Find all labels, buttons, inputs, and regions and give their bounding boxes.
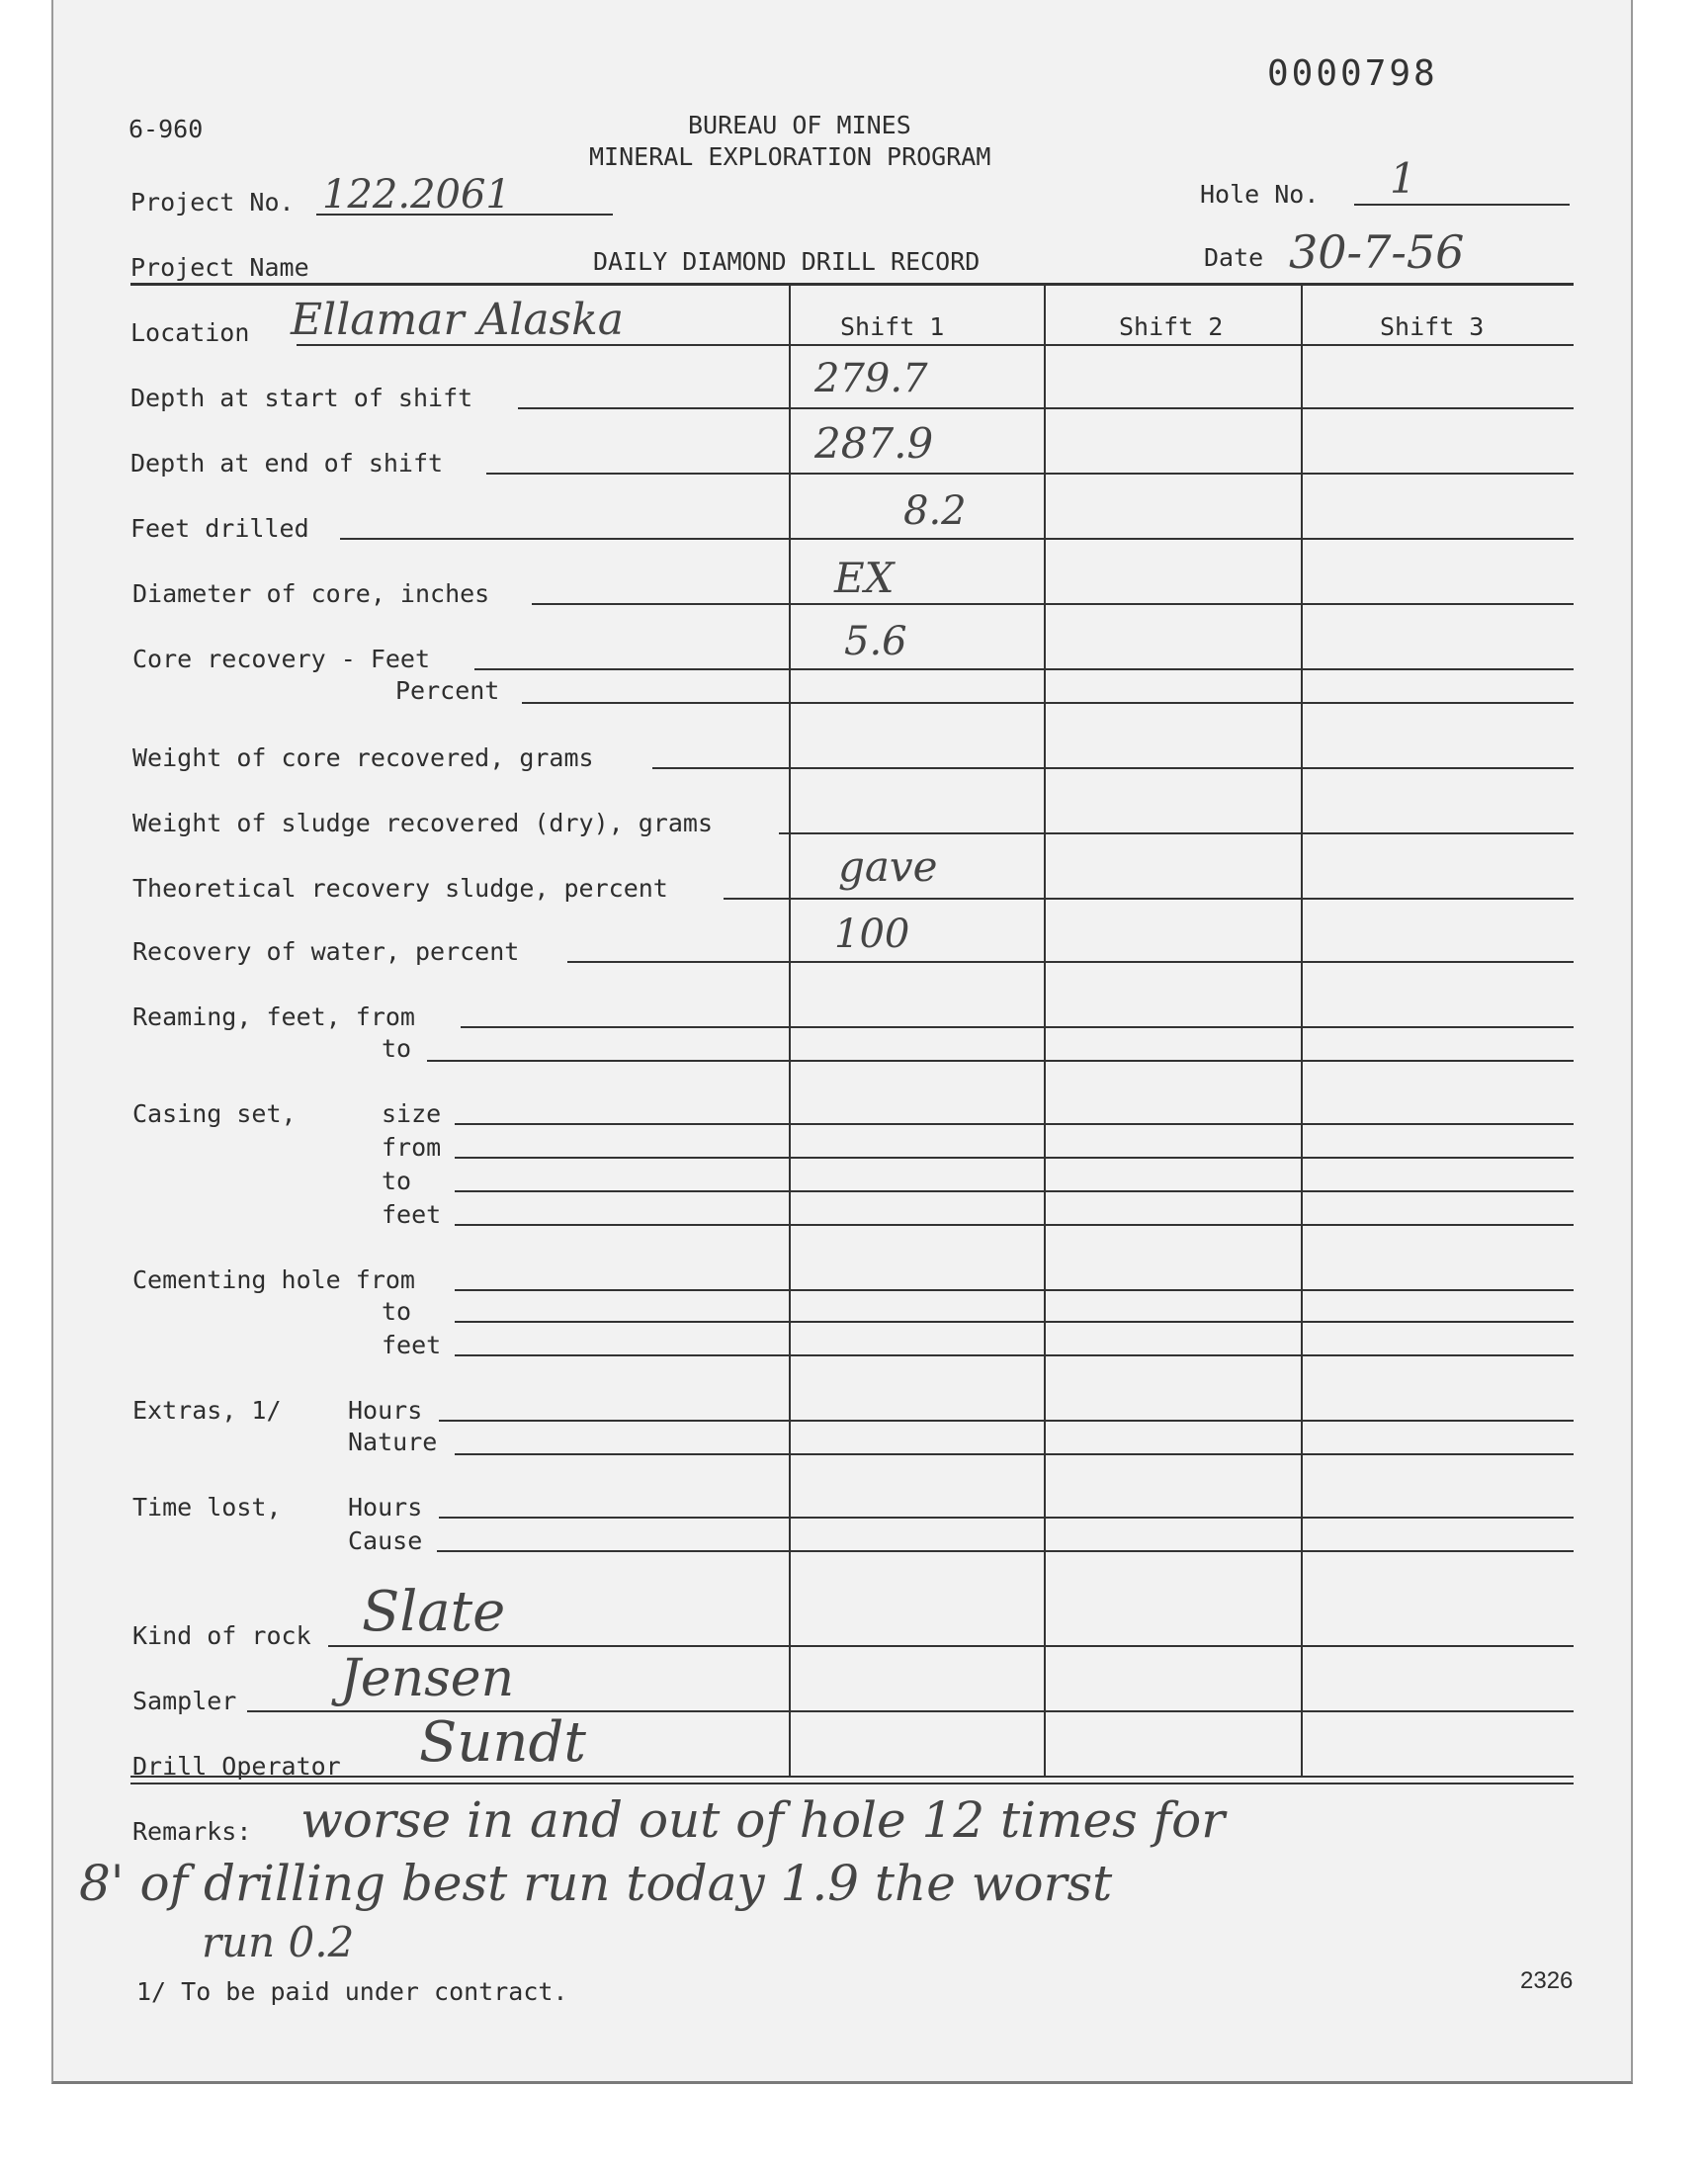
water-row-line bbox=[789, 961, 1574, 963]
kind-of-rock-value: Slate bbox=[362, 1580, 506, 1644]
cementing-feet-label: feet bbox=[382, 1331, 442, 1359]
cementing-feet-leader bbox=[455, 1354, 789, 1356]
casing-size-row-line bbox=[789, 1123, 1574, 1125]
sampler-label: Sampler bbox=[132, 1687, 237, 1715]
extras-hours-label: Hours bbox=[348, 1396, 423, 1425]
weight-sludge-row-line bbox=[789, 832, 1574, 834]
time-lost-cause-leader bbox=[437, 1550, 789, 1552]
depth-start-row-line bbox=[789, 407, 1574, 409]
date-label: Date bbox=[1204, 243, 1264, 272]
diameter-label: Diameter of core, inches bbox=[132, 579, 490, 608]
agency-title: BUREAU OF MINES bbox=[688, 111, 911, 139]
time-lost-label: Time lost, bbox=[132, 1493, 282, 1522]
reaming-from-leader bbox=[461, 1026, 789, 1028]
casing-feet-label: feet bbox=[382, 1200, 442, 1229]
casing-to-label: to bbox=[382, 1167, 412, 1195]
water-leader bbox=[567, 961, 789, 963]
remarks-line-1: worse in and out of hole 12 times for bbox=[300, 1791, 1226, 1849]
depth-start-leader bbox=[518, 407, 789, 409]
project-no-value: 122.2061 bbox=[322, 172, 511, 218]
extras-nature-row-line bbox=[789, 1453, 1574, 1455]
reaming-to-leader bbox=[427, 1060, 789, 1062]
casing-to-row-line bbox=[789, 1190, 1574, 1192]
depth-start-shift1: 279.7 bbox=[814, 356, 928, 401]
depth-end-label: Depth at end of shift bbox=[130, 449, 444, 478]
extras-hours-row-line bbox=[789, 1420, 1574, 1422]
casing-feet-row-line bbox=[789, 1224, 1574, 1226]
depth-end-shift1: 287.9 bbox=[814, 419, 934, 468]
weight-core-label: Weight of core recovered, grams bbox=[132, 743, 594, 772]
page-code: 2326 bbox=[1520, 1967, 1574, 1994]
extras-hours-leader bbox=[439, 1420, 789, 1422]
depth-end-row-line bbox=[789, 473, 1574, 475]
reaming-to-label: to bbox=[382, 1034, 412, 1063]
cementing-to-label: to bbox=[382, 1297, 412, 1326]
diameter-shift1: EX bbox=[834, 554, 895, 602]
kind-of-rock-row-line bbox=[789, 1645, 1574, 1647]
core-recovery-label: Core recovery - Feet bbox=[132, 645, 431, 673]
time-lost-hours-label: Hours bbox=[348, 1493, 423, 1522]
theoretical-label: Theoretical recovery sludge, percent bbox=[132, 874, 668, 903]
extras-nature-label: Nature bbox=[348, 1428, 438, 1456]
water-label: Recovery of water, percent bbox=[132, 937, 520, 966]
cementing-to-leader bbox=[455, 1321, 789, 1323]
cementing-from-leader bbox=[455, 1289, 789, 1291]
extras-nature-leader bbox=[455, 1453, 789, 1455]
feet-drilled-leader bbox=[340, 538, 789, 540]
theoretical-leader bbox=[724, 898, 789, 900]
bottom-rule-1 bbox=[130, 1776, 1574, 1778]
date-value: 30-7-56 bbox=[1289, 225, 1465, 279]
casing-from-leader bbox=[455, 1157, 789, 1159]
footnote: 1/ To be paid under contract. bbox=[136, 1977, 568, 2006]
remarks-line-3: run 0.2 bbox=[202, 1918, 355, 1966]
core-recovery-row-line bbox=[789, 668, 1574, 670]
core-percent-row-line bbox=[789, 702, 1574, 704]
hole-no-label: Hole No. bbox=[1200, 180, 1320, 209]
kind-of-rock-label: Kind of rock bbox=[132, 1621, 311, 1650]
extras-label: Extras, 1/ bbox=[132, 1396, 282, 1425]
feet-drilled-shift1: 8.2 bbox=[903, 488, 967, 534]
remarks-label: Remarks: bbox=[132, 1817, 252, 1846]
time-lost-hours-row-line bbox=[789, 1517, 1574, 1519]
feet-drilled-label: Feet drilled bbox=[130, 514, 309, 543]
feet-drilled-row-line bbox=[789, 538, 1574, 540]
sampler-value: Jensen bbox=[340, 1649, 515, 1708]
shift3-header: Shift 3 bbox=[1380, 312, 1485, 341]
casing-from-row-line bbox=[789, 1157, 1574, 1159]
document-number-stamp: 0000798 bbox=[1267, 53, 1438, 94]
program-title: MINERAL EXPLORATION PROGRAM bbox=[589, 142, 991, 171]
diameter-row-line bbox=[789, 603, 1574, 605]
cementing-feet-row-line bbox=[789, 1354, 1574, 1356]
drill-record-form bbox=[51, 0, 1633, 2084]
reaming-from-row-line bbox=[789, 1026, 1574, 1028]
column-header-rule bbox=[789, 344, 1574, 346]
casing-feet-leader bbox=[455, 1224, 789, 1226]
location-value: Ellamar Alaska bbox=[291, 295, 625, 345]
weight-core-leader bbox=[652, 767, 789, 769]
location-underline bbox=[297, 344, 789, 346]
sampler-row-line bbox=[789, 1710, 1574, 1712]
cementing-from-row-line bbox=[789, 1289, 1574, 1291]
time-lost-cause-label: Cause bbox=[348, 1526, 423, 1555]
remarks-line-2: 8' of drilling best run today 1.9 the worst bbox=[79, 1855, 1113, 1912]
core-recovery-shift1: 5.6 bbox=[844, 619, 907, 664]
time-lost-hours-leader bbox=[439, 1517, 789, 1519]
casing-size-label: size bbox=[382, 1099, 442, 1128]
header-rule bbox=[130, 283, 1574, 286]
core-recovery-leader bbox=[474, 668, 789, 670]
bottom-rule-2 bbox=[130, 1783, 1574, 1784]
operator-label: Drill Operator bbox=[132, 1752, 341, 1781]
form-number: 6-960 bbox=[128, 115, 204, 143]
shift1-header: Shift 1 bbox=[840, 312, 945, 341]
casing-to-leader bbox=[455, 1190, 789, 1192]
core-percent-leader bbox=[522, 702, 789, 704]
core-percent-label: Percent bbox=[395, 676, 500, 705]
depth-end-leader bbox=[486, 473, 789, 475]
kind-of-rock-underline bbox=[328, 1645, 789, 1647]
reaming-to-row-line bbox=[789, 1060, 1574, 1062]
record-title: DAILY DIAMOND DRILL RECORD bbox=[593, 247, 981, 276]
casing-label: Casing set, bbox=[132, 1099, 297, 1128]
theoretical-row-line bbox=[789, 898, 1574, 900]
weight-sludge-label: Weight of sludge recovered (dry), grams bbox=[132, 809, 713, 837]
weight-sludge-leader bbox=[779, 832, 789, 834]
shift2-header: Shift 2 bbox=[1119, 312, 1224, 341]
time-lost-cause-row-line bbox=[789, 1550, 1574, 1552]
hole-no-underline bbox=[1354, 204, 1570, 206]
diameter-leader bbox=[532, 603, 789, 605]
reaming-label: Reaming, feet, from bbox=[132, 1002, 415, 1031]
casing-from-label: from bbox=[382, 1133, 442, 1162]
depth-start-label: Depth at start of shift bbox=[130, 384, 473, 412]
project-no-label: Project No. bbox=[130, 188, 295, 217]
project-name-label: Project Name bbox=[130, 253, 309, 282]
location-label: Location bbox=[130, 318, 250, 347]
cementing-label: Cementing hole from bbox=[132, 1265, 415, 1294]
hole-no-value: 1 bbox=[1390, 154, 1416, 203]
cementing-to-row-line bbox=[789, 1321, 1574, 1323]
water-shift1: 100 bbox=[834, 912, 910, 957]
weight-core-row-line bbox=[789, 767, 1574, 769]
operator-value: Sundt bbox=[419, 1710, 586, 1775]
casing-size-leader bbox=[455, 1123, 789, 1125]
theoretical-shift1: gave bbox=[838, 842, 938, 891]
